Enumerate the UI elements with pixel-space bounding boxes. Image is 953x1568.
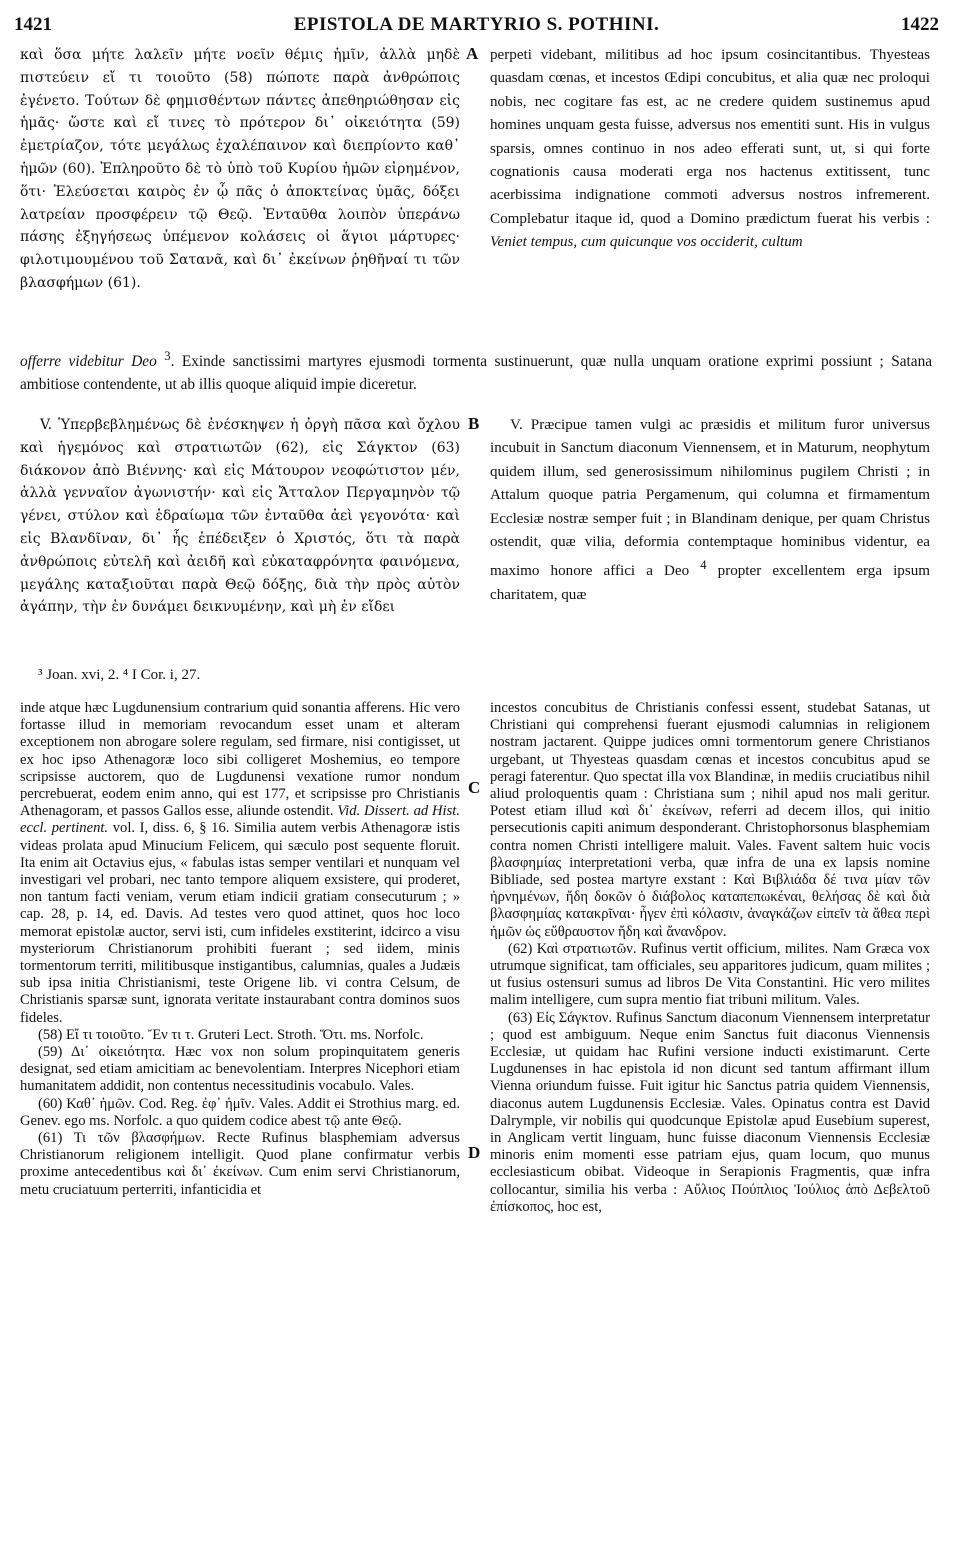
page-number-right: 1422: [901, 14, 939, 35]
page-number-left: 1421: [14, 14, 52, 35]
margin-letter-c: C: [468, 778, 481, 797]
margin-letter-b: B: [468, 414, 480, 433]
note-paragraph: inde atque hæc Lugdunensium contrarium quid sonantia afferens. Hic vero fortasse illud in memoriam revocandum esset unam et alteram exceptionem non abrogare solere regulam, sed firmare, nisi contigisset, ut ex hoc ipso Athenagoræ loco sibi colligeret Moshemius, eo tempore scripsisse auctorem, quo de Lugdunensi vexatione rumor nondum percrebuerat, eodem enim anno, qui est 177, et scripsisse pro Christianis Athenagoram, et passos Gallos esse, aliunde ostendit. Vid. Dissert. ad Hist. eccl. pertinent. vol. I, diss. 6, § 16. Similia autem verbis Athenagoræ istis videas prolata apud Minucium Felicem, qui sæculo post sequente floruit. Ita enim ait Octavius ejus, « fabulas istas semper ventilari et nunquam vel investigari vel probari, nec tanto tempore aliquem exsistere, qui proderet, non tantum facti veniam, verum etiam indicii gratiam consecuturum ; » cap. 28, p. 14, ed. Davis. Ad testes vero quod attinet, quos hoc loco memorat epistolæ auctor, servi isti, cum infideles exstiterint, idcirco a visu mysteriorum Christianorum prohibiti fuerant ; sed iidem, minis tormentorum territi, militibusque instigantibus, calumnias, quales a Judæis sub ipsa initia Christianismi, teste Origene lib. vi contra Celsum, de Christianis sparsæ sunt, ignorata veritate instaurabant contra dominos suos fideles.: [20, 700, 461, 1026]
greek-text-col-1: καὶ ὅσα μήτε λαλεῖν μήτε νοεῖν θέμις ἡμῖν, ἀλλὰ μηδὲ πιστεύειν εἴ τι τοιοῦτο (58) πώποτε παρὰ ἀνθρώποις ἐγένετο. Τούτων δὲ φημισθέντων πάντες ἀπεθηριώθησαν εἰς ἡμᾶς· ὥστε καὶ εἴ τινες τὸ πρότερον δι᾽ οἰκειότητα (59) ἐμετρίαζον, τότε μεγάλως ἐχαλέπαινον καὶ διεπρίοντο καθ᾽ ἡμῶν (60). Ἐπληροῦτο δὲ τὸ ὑπὸ τοῦ Κυρίου ἡμῶν εἰρημένον, ὅτι· Ἐλεύσεται καιρὸς ἐν ᾧ πᾶς ὁ ἀποκτείνας ὑμᾶς, δόξει λατρείαν προσφέρειν τῷ Θεῷ. Ἐνταῦθα λοιπὸν ὑπεράνω πάσης ἐξηγήσεως ὑπέμενον κολάσεις οἱ ἅγιοι μάρτυρες· φιλοτιμουμένου τοῦ Σατανᾶ, καὶ δι᾽ ἐκείνων ῥηθῆναί τι τῶν βλασφήμων (61).: [20, 47, 460, 291]
notes-column-right: [490, 700, 930, 1216]
latin-text-col-2: V. Præcipue tamen vulgi ac præsidis et militum furor universus incubuit in Sanctum diaconum Viennensem, et in Maturum, neophytum quidem illum, sed generosissimum nihilominus pugilem Christi ; in Attalum quoque patria Pergamenum, qui columna et firmamentum Ecclesiæ nostræ semper fuit ; in Blandinam denique, per quam Christus ostendit, quæ vilia, deformia contemptaque hominibus videntur, ea maximo honore affici a Deo $^4$ propter excellentem erga ipsum charitatem, quæ: [490, 417, 931, 603]
page-header: [14, 14, 939, 40]
note-62: (62) Καὶ στρατιωτῶν. Rufinus vertit officium, milites. Nam Græca vox utrumque significat, tam officiales, seu apparitores judicum, quam milites ; ut fusius ostensuri sumus ad libros De Vita Constantini. Hic vero milites malim intelligere, cum supra mentio fiat tribuni militum. Vales.: [490, 940, 930, 1009]
full-width-latin: [20, 345, 932, 396]
latin-italic-quote: Veniet tempus, cum quicunque vos occiderit, cultum: [490, 234, 803, 251]
italic-quote-end: offerre videbitur Deo: [20, 353, 157, 371]
note-continued: incestos concubitus de Christianis confessi essent, studebat Satanas, ut Christiani qui comprehensi fuerant ejusmodi calumnias in religionem nostram jactarent. Quippe judices omni tormentorum genere Christianos urgebant, ut Thyesteas quasdam cœnas et incestos concubitus apud se peragi faterentur. Quo spectat illa vox Blandinæ, in mediis cruciatibus nihil aliud proloquentis quam : Christiana sum ; nihil apud nos mali geritur. Potest etiam illud καὶ δι᾽ ἐκείνων, referri ad decem illos, qui initio persecutionis capiti animum desponderant. Christophorsonus blasphemiam contra nomen Christi intelligere maluit. Vales. Favent saltem huic vocis βλασφημίας interpretationi verba, quæ infra de una ex lapsis nomine Bibliade, sed postea martyre exstant : Καὶ Βιβλιάδα δέ τινα μίαν τῶν ἠρνημένων, ἤδη δοκῶν ὁ διάβολος καταπεπωκέναι, θελήσας δὲ καὶ διὰ βλασφημίας κατακρῖναι· ἦγεν ἐπὶ κόλασιν, ἀναγκάζων εἰπεῖν τὰ ἄθεα περὶ ἡμῶν ὡς εὔθραυστον ἤδη καὶ ἄνανδρον.: [490, 700, 930, 940]
footnote-ref-3: 3: [164, 349, 171, 363]
note-60: (60) Καθ᾽ ἡμῶν. Cod. Reg. ἐφ᾽ ἡμῖν. Vales. Addit ei Strothius marg. ed. Genev. ego ms. Norfolc. a quo quidem codice abest τῷ ante Θεῷ.: [20, 1095, 460, 1129]
greek-text-col-2: V. Ὑπερβεβλημένως δὲ ἐνέσκηψεν ἡ ὀργὴ πᾶσα καὶ ὄχλου καὶ ἡγεμόνος καὶ στρατιωτῶν (62), εἰς Σάγκτον (63) διάκονον ἀπὸ Βιέννης· καὶ εἰς Μάτουρον νεοφώτιστον μέν, ἀλλὰ γενναῖον ἀγωνιστήν· καὶ εἰς Ἄτταλον Περγαμηνὸν τῷ γένει, στύλον καὶ ἑδραίωμα τῶν ἐνταῦθα ἀεὶ γεγονότα· καὶ εἰς Βλανδῖναν, δι᾽ ἧς ἐπέδειξεν ὁ Χριστός, ὅτι τὰ παρὰ ἀνθρώποις εὐτελῆ καὶ ἀειδῆ καὶ εὐκαταφρόνητα φαινόμενα, μεγάλης καταξιοῦται παρὰ Θεῷ δόξης, διὰ τὴν πρὸς αὐτὸν ἀγάπην, τὴν ἐν δυνάμει δεικνυμένην, καὶ μὴ ἐν εἴδει: [20, 417, 460, 616]
margin-letter-a: A: [466, 44, 479, 63]
margin-letter-d: D: [468, 1143, 481, 1162]
footnotes: ³ Joan. xvi, 2. ⁴ I Cor. i, 27.: [38, 667, 201, 683]
note-58: (58) Εἴ τι τοιοῦτο. Ἔν τι τ. Gruteri Lect. Stroth. Ὅτι. ms. Norfolc.: [38, 1026, 424, 1043]
note-59: (59) Δι᾽ οἰκειότητα. Hæc vox non solum propinquitatem generis designat, sed etiam amicitiam ac benevolentiam. Interpres Nicephori etiam humanitatem addidit, non contentus necessitudinis vocabulo. Vales.: [20, 1044, 460, 1095]
notes-column-left: [20, 700, 460, 1199]
footnote-ref-4: 4: [700, 558, 707, 573]
latin-paragraph: perpeti videbant, militibus ad hoc ipsum cosincitantibus. Thyesteas quasdam cœnas, et incestos Œdipi concubitus, et alia quæ nec proloqui nobis, nec cogitare fas est, ac ne credere quidem sustinemus apud homines unquam gesta fuisse, adversus nos ementiti sunt. His in vulgus sparsis, omnes continuo in nos adeo efferati sunt, ut, si qui forte cognationis causa moderati erga nos hactenus extitissent, tunc acerbissima indignatione commoti adversus nostros infremerent. Complebatur itaque id, quod a Domino prædictum fuerat his verbis : Veniet tempus, cum quicunque vos occiderit, cultum: [490, 47, 930, 251]
running-title: EPISTOLA DE MARTYRIO S. POTHINI.: [293, 14, 660, 35]
note-61: (61) Τι τῶν βλασφήμων. Recte Rufinus blasphemiam adversus Christianorum religionem intelligit. Quod plane confirmatur verbis proxime antecedentibus καὶ δι᾽ ἐκείνων. Cum enim servi Christianorum, metu cruciatuum perterriti, infanticidia et: [20, 1130, 460, 1198]
latin-text-col-1: [490, 44, 930, 255]
note-63: (63) Εἰς Σάγκτον. Rufinus Sanctum diaconum Viennensem interpretatur ; quod est ambiguum. Neque enim Sanctus fuit diaconus Viennensis Ecclesiæ, ut quidam hac Rufini versione inducti existimarunt. Certe Lugdunenses in hac epistola id non dicunt sed tantum affirmant illum Vienna oriundum fuisse. Fuit igitur hic Sanctus patria quidem Viennensis, diaconus autem Lugdunensis Ecclesiæ. Vales. Opinatus contra est David Dalrymple, vir nobilis qui quodcunque Epistolæ apud Eusebium superest, in Anglicam vertit linguam, hunc fuisse diaconum Viennensis Ecclesiæ minoris enim momenti esse patriam ejus, quam locum, quo munus ecclesiasticum obibat. Videoque in Serapionis Fragmentis, quæ infra collocantur, similia his verba : Αὔλιος Πούπλιος Ἰούλιος ἀπὸ Δεβελτοῦ ἐπίσκοπος, hoc est,: [490, 1009, 930, 1215]
full-width-text: . Exinde sanctissimi martyres ejusmodi tormenta sustinuerunt, quæ nulla unquam oratione exprimi possiunt ; Satana ambitiose contendente, ut ab illis quoque aliquid impie diceretur.: [20, 353, 933, 394]
